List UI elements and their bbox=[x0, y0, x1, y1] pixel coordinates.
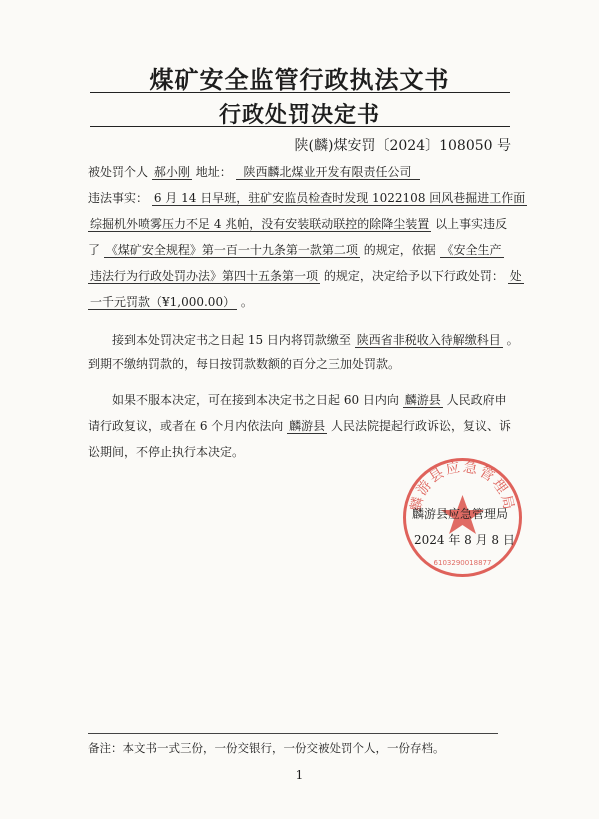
appeal-text-2-tail: 人民法院提起行政诉讼，复议、诉 bbox=[330, 419, 511, 433]
violation-text-5-tail: 。 bbox=[240, 295, 253, 309]
party-line bbox=[88, 160, 420, 184]
court-location: 麟游县 bbox=[289, 419, 326, 433]
violation-line-5 bbox=[88, 290, 253, 314]
violation-text-2: 综掘机外喷雾压力不足 4 兆帕，没有安装联动联控的除降尘装置 bbox=[90, 217, 430, 231]
violation-line-1 bbox=[88, 186, 527, 210]
seal-code: 6103290018877 bbox=[433, 559, 492, 567]
review-authority: 麟游县 bbox=[404, 393, 441, 407]
violation-line-2 bbox=[88, 212, 507, 236]
document-number: 陕(麟)煤安罚〔2024〕108050 号 bbox=[294, 138, 511, 154]
appeal-text-1: 如果不服本决定，可在接到本决定书之日起 60 日内向 bbox=[112, 393, 399, 407]
violation-text-4-mid: 的规定，决定给予以下行政处罚： bbox=[323, 269, 504, 283]
violation-line-4 bbox=[88, 264, 524, 288]
issue-date: 2024 年 8 月 8 日 bbox=[414, 533, 515, 547]
party-label: 被处罚个人 bbox=[88, 165, 149, 179]
violation-line-3 bbox=[88, 238, 504, 262]
appeal-line-2 bbox=[88, 414, 511, 438]
footer-note: 备注：本文书一式三份，一份交银行，一份交被处罚个人，一份存档。 bbox=[88, 741, 445, 755]
penalty-basis-2: 违法行为行政处罚办法》第四十五条第一项 bbox=[90, 269, 319, 283]
penalty-basis-1: 《安全生产 bbox=[441, 243, 502, 257]
party-name: 郝小刚 bbox=[153, 165, 190, 179]
violated-regulation: 《煤矿安全规程》第一百一十九条第一款第二项 bbox=[105, 243, 358, 257]
footer-divider bbox=[88, 733, 498, 734]
appeal-line-1 bbox=[112, 388, 507, 412]
payment-text-1-tail: 。 bbox=[506, 333, 519, 347]
penalty-amount: 一千元罚款（¥1,000.00） bbox=[90, 295, 236, 309]
page-number: 1 bbox=[295, 768, 304, 782]
title-divider-bottom bbox=[90, 126, 510, 127]
appeal-text-2: 请行政复议，或者在 6 个月内依法向 bbox=[88, 419, 284, 433]
payment-text-1: 接到本处罚决定书之日起 15 日内将罚款缴至 bbox=[112, 333, 351, 347]
appeal-line-3: 讼期间，不停止执行本决定。 bbox=[88, 445, 245, 459]
title-divider-top bbox=[90, 92, 510, 93]
payment-account: 陕西省非税收入待解缴科目 bbox=[356, 333, 501, 347]
violation-text-2-tail: 以上事实违反 bbox=[435, 217, 508, 231]
violation-text-3-pre: 了 bbox=[88, 243, 101, 257]
violation-text-3-mid: 的规定，依据 bbox=[363, 243, 436, 257]
document-title: 行政处罚决定书 bbox=[218, 102, 380, 128]
seal-text: 麟游县应急管理局 bbox=[408, 459, 517, 513]
penalty-text-1: 处 bbox=[509, 269, 522, 283]
violation-label: 违法事实： bbox=[88, 191, 149, 205]
payment-line-1 bbox=[112, 328, 519, 352]
payment-line-2: 到期不缴纳罚款的，每日按罚款数额的百分之三加处罚款。 bbox=[88, 357, 401, 371]
party-address: 陕西麟北煤业开发有限责任公司 bbox=[236, 165, 420, 180]
address-label: 地址： bbox=[195, 165, 232, 179]
appeal-text-1-tail: 人民政府申 bbox=[446, 393, 507, 407]
issuing-authority: 麟游县应急管理局 bbox=[412, 507, 509, 521]
document-series-title: 煤矿安全监管行政执法文书 bbox=[149, 65, 450, 94]
violation-text-1: 6 月 14 日早班，驻矿安监员检查时发现 1022108 回风巷掘进工作面 bbox=[153, 191, 526, 205]
